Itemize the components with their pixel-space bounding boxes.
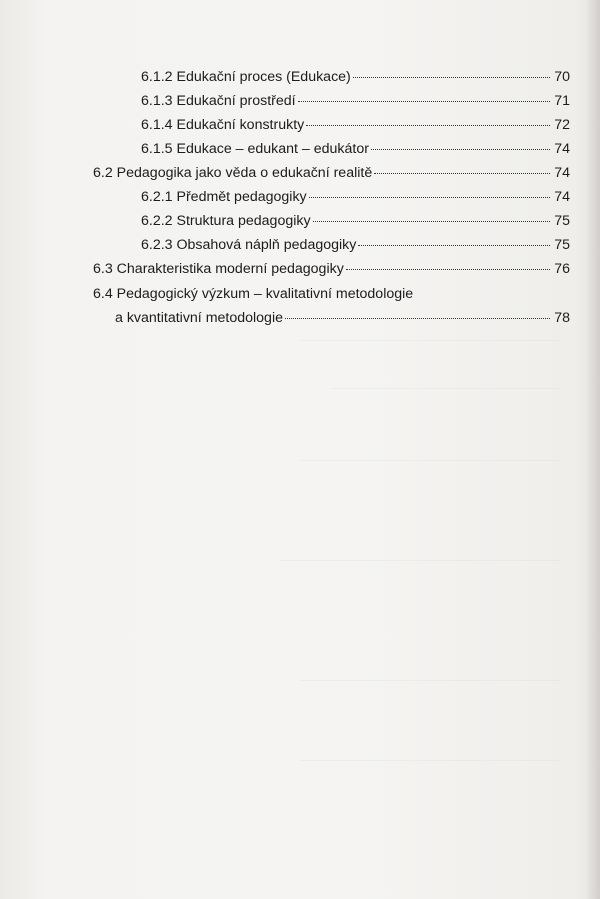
toc-entry-title: 6.3 Charakteristika moderní pedagogiky [93, 261, 344, 277]
toc-entry-title: a kvantitativní metodologie [115, 310, 283, 326]
toc-dot-leader [309, 197, 550, 198]
toc-entry-title: 6.2.1 Předmět pedagogiky [141, 189, 307, 205]
toc-entry-title: 6.2 Pedagogika jako věda o edukační realitě [93, 165, 373, 181]
toc-entry-title: 6.1.4 Edukační konstrukty [141, 117, 305, 133]
toc-entry-title: 6.1.5 Edukace – edukant – edukátor [141, 141, 369, 157]
toc-entry-title: 6.4 Pedagogický výzkum – kvalitativní metodologie [93, 286, 414, 302]
toc-entry-title: 6.2.2 Struktura pedagogiky [141, 213, 311, 229]
toc-entry [141, 116, 570, 134]
toc-entry-title: 6.1.2 Edukační proces (Edukace) [141, 69, 351, 85]
toc-dot-leader [346, 269, 550, 270]
toc-dot-leader [306, 125, 550, 126]
toc-entry [141, 68, 570, 86]
toc-entry-page: 70 [554, 69, 570, 85]
toc-entry-page: 72 [554, 117, 570, 133]
toc-entry [93, 260, 570, 278]
toc-entry [141, 92, 570, 110]
toc-entry-title: 6.1.3 Edukační prostředí [141, 93, 296, 109]
toc-entry [115, 309, 570, 327]
toc-dot-leader [358, 245, 550, 246]
toc-entry-page: 71 [554, 93, 570, 109]
toc-dot-leader [313, 221, 550, 222]
toc-dot-leader [374, 173, 550, 174]
toc-dot-leader [371, 149, 550, 150]
toc-entry-title: 6.2.3 Obsahová náplň pedagogiky [141, 237, 357, 253]
toc-entry [141, 236, 570, 254]
toc-entry-page: 74 [554, 141, 570, 157]
toc-dot-leader [285, 318, 550, 319]
toc-entry-page: 75 [554, 213, 570, 229]
toc-dot-leader [298, 101, 550, 102]
toc-entry-page: 74 [554, 189, 570, 205]
toc-entry-page: 75 [554, 237, 570, 253]
toc-entry [141, 140, 570, 158]
toc-entry [141, 212, 570, 230]
toc-entry-page: 76 [554, 261, 570, 277]
toc-entry [141, 188, 570, 206]
toc-entry-page: 78 [554, 310, 570, 326]
toc-dot-leader [353, 77, 550, 78]
toc-entry-page: 74 [554, 165, 570, 181]
toc-entry [93, 164, 570, 182]
